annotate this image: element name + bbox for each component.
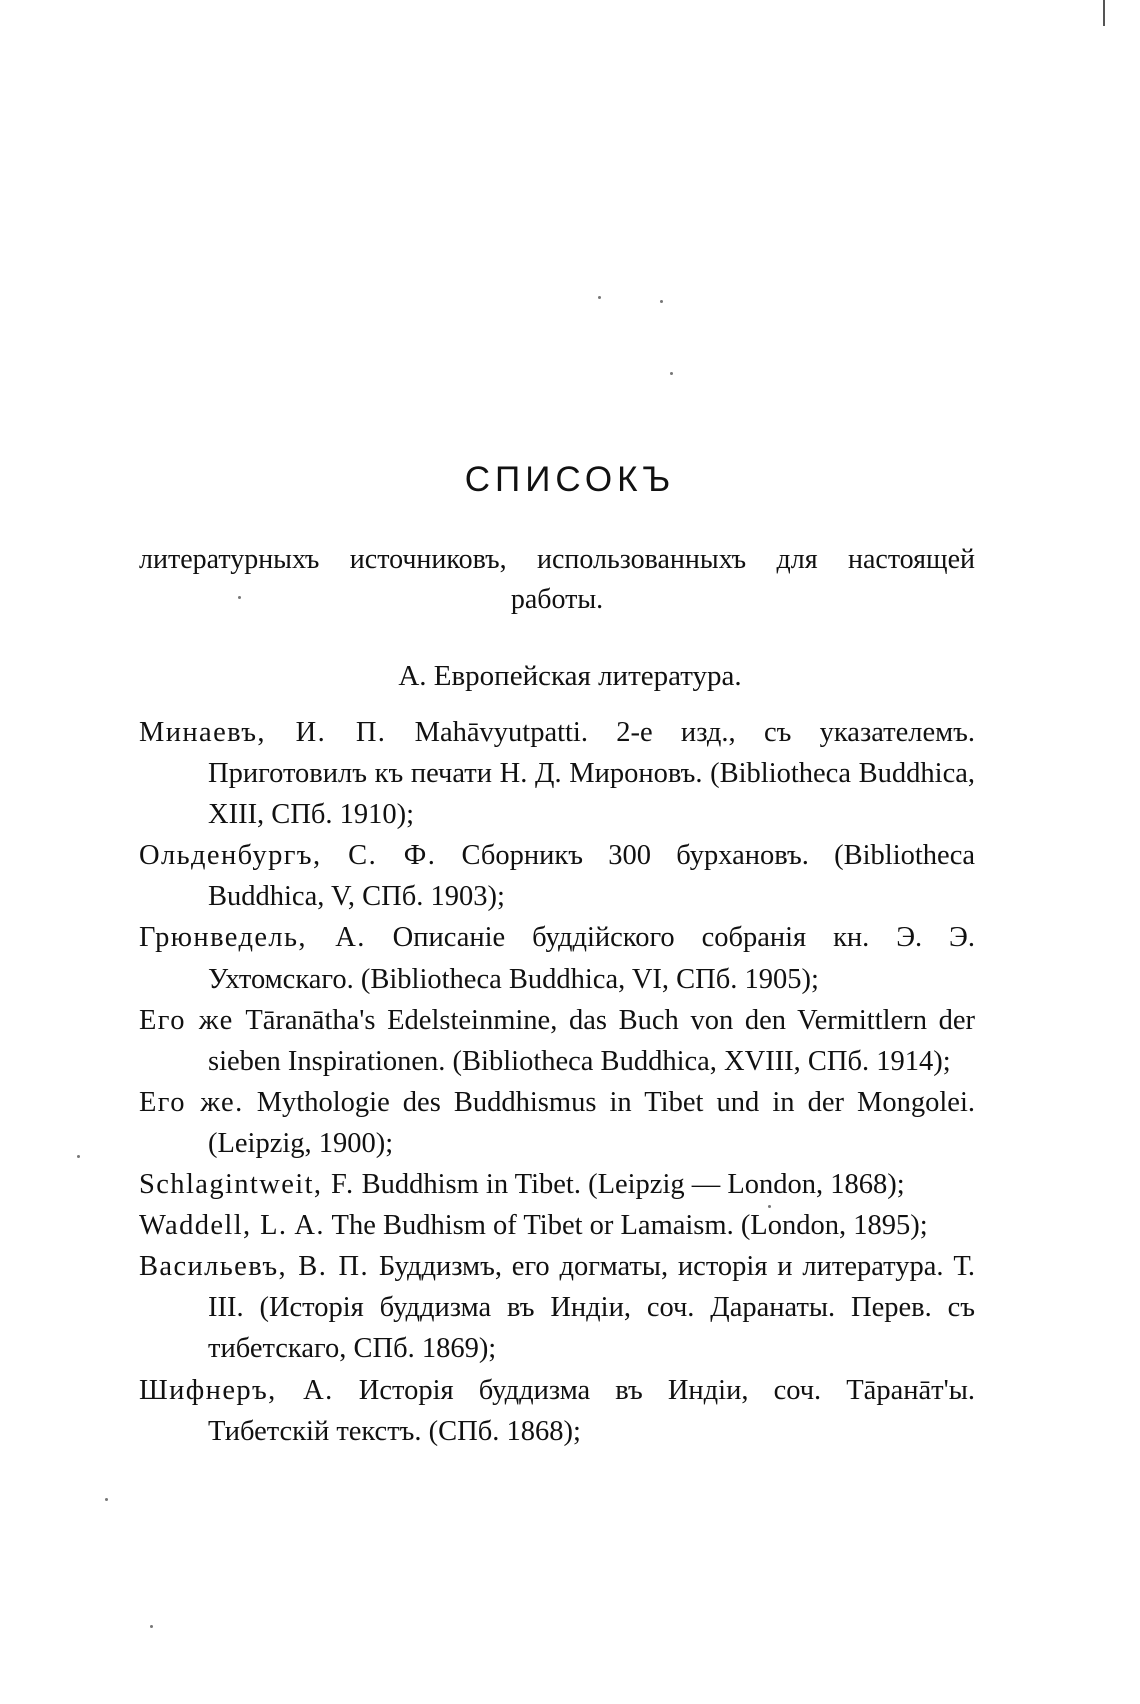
bibliography-entry — [139, 917, 975, 999]
page-title: СПИСОКЪ — [464, 460, 676, 499]
entry-author: Schlagintweit, F. — [139, 1169, 355, 1201]
scan-speck — [670, 372, 673, 375]
bibliography-entry — [139, 1082, 975, 1164]
scan-speck — [660, 300, 663, 303]
entry-author: Грюнведель, А. — [139, 922, 366, 954]
entry-text: The Budhism of Tibet or Lamaism. (London, 1895); — [331, 1210, 928, 1242]
entry-author: Его же — [139, 1004, 234, 1036]
bibliography-entry — [139, 835, 975, 917]
scan-speck — [150, 1625, 153, 1628]
entry-author: Васильевъ, В. П. — [139, 1251, 369, 1283]
bibliography-list — [139, 712, 975, 1452]
bibliography-entry — [139, 1370, 975, 1452]
entry-text: Буддизмъ, его догматы, исторія и литература. Т. III. (Исторія буддизма въ Индіи, соч. Даранаты. Перев. съ тибетскаго, СПб. 1869); — [208, 1251, 976, 1365]
scan-edge-mark — [1103, 0, 1105, 26]
page-subtitle: литературныхъ источниковъ, использованныхъ для настоящей работы. — [139, 544, 975, 615]
bibliography-entry — [139, 1000, 975, 1082]
entry-author: Waddell, L. A. — [139, 1210, 325, 1242]
entry-text: Описаніе буддійского собранія кн. Э. Э. Ухтомскаго. (Bibliotheca Buddhica, VI, СПб. 1905); — [208, 922, 975, 995]
entry-author: Его же. — [139, 1086, 244, 1118]
entry-text: Mahāvyutpatti. 2-е изд., съ указателемъ. Приготовилъ къ печати Н. Д. Мироновъ. (Bibliotheca Buddhica, XIII, СПб. 1910); — [208, 717, 975, 831]
entry-text: Mythologie des Buddhismus in Tibet und in der Mongolei. (Leipzig, 1900); — [208, 1086, 976, 1159]
entry-text: Исторія буддизма въ Индіи, соч. Тāранāт'ы. Тибетскій текстъ. (СПб. 1868); — [208, 1374, 976, 1447]
scan-speck — [77, 1155, 80, 1158]
scan-speck — [598, 296, 601, 299]
entry-author: Ольденбургъ, С. Ф. — [139, 840, 437, 872]
bibliography-entry — [139, 1205, 975, 1246]
scan-speck — [105, 1498, 108, 1501]
entry-author: Минаевъ, И. П. — [139, 717, 387, 748]
bibliography-entry — [139, 1246, 975, 1369]
section-heading: А. Европейская литература. — [398, 660, 742, 692]
entry-text: Сборникъ 300 бурхановъ. (Bibliotheca Buddhica, V, СПб. 1903); — [208, 840, 975, 913]
bibliography-entry — [139, 712, 975, 835]
entry-text: Tāranātha's Edelsteinmine, das Buch von den Vermittlern der sieben Inspirationen. (Bibliotheca Buddhica, XVIII, СПб. 1914); — [208, 1004, 976, 1077]
entry-text: Buddhism in Tibet. (Leipzig — London, 1868); — [361, 1169, 905, 1201]
bibliography-entry — [139, 1164, 975, 1205]
entry-author: Шифнеръ, А. — [139, 1374, 334, 1406]
